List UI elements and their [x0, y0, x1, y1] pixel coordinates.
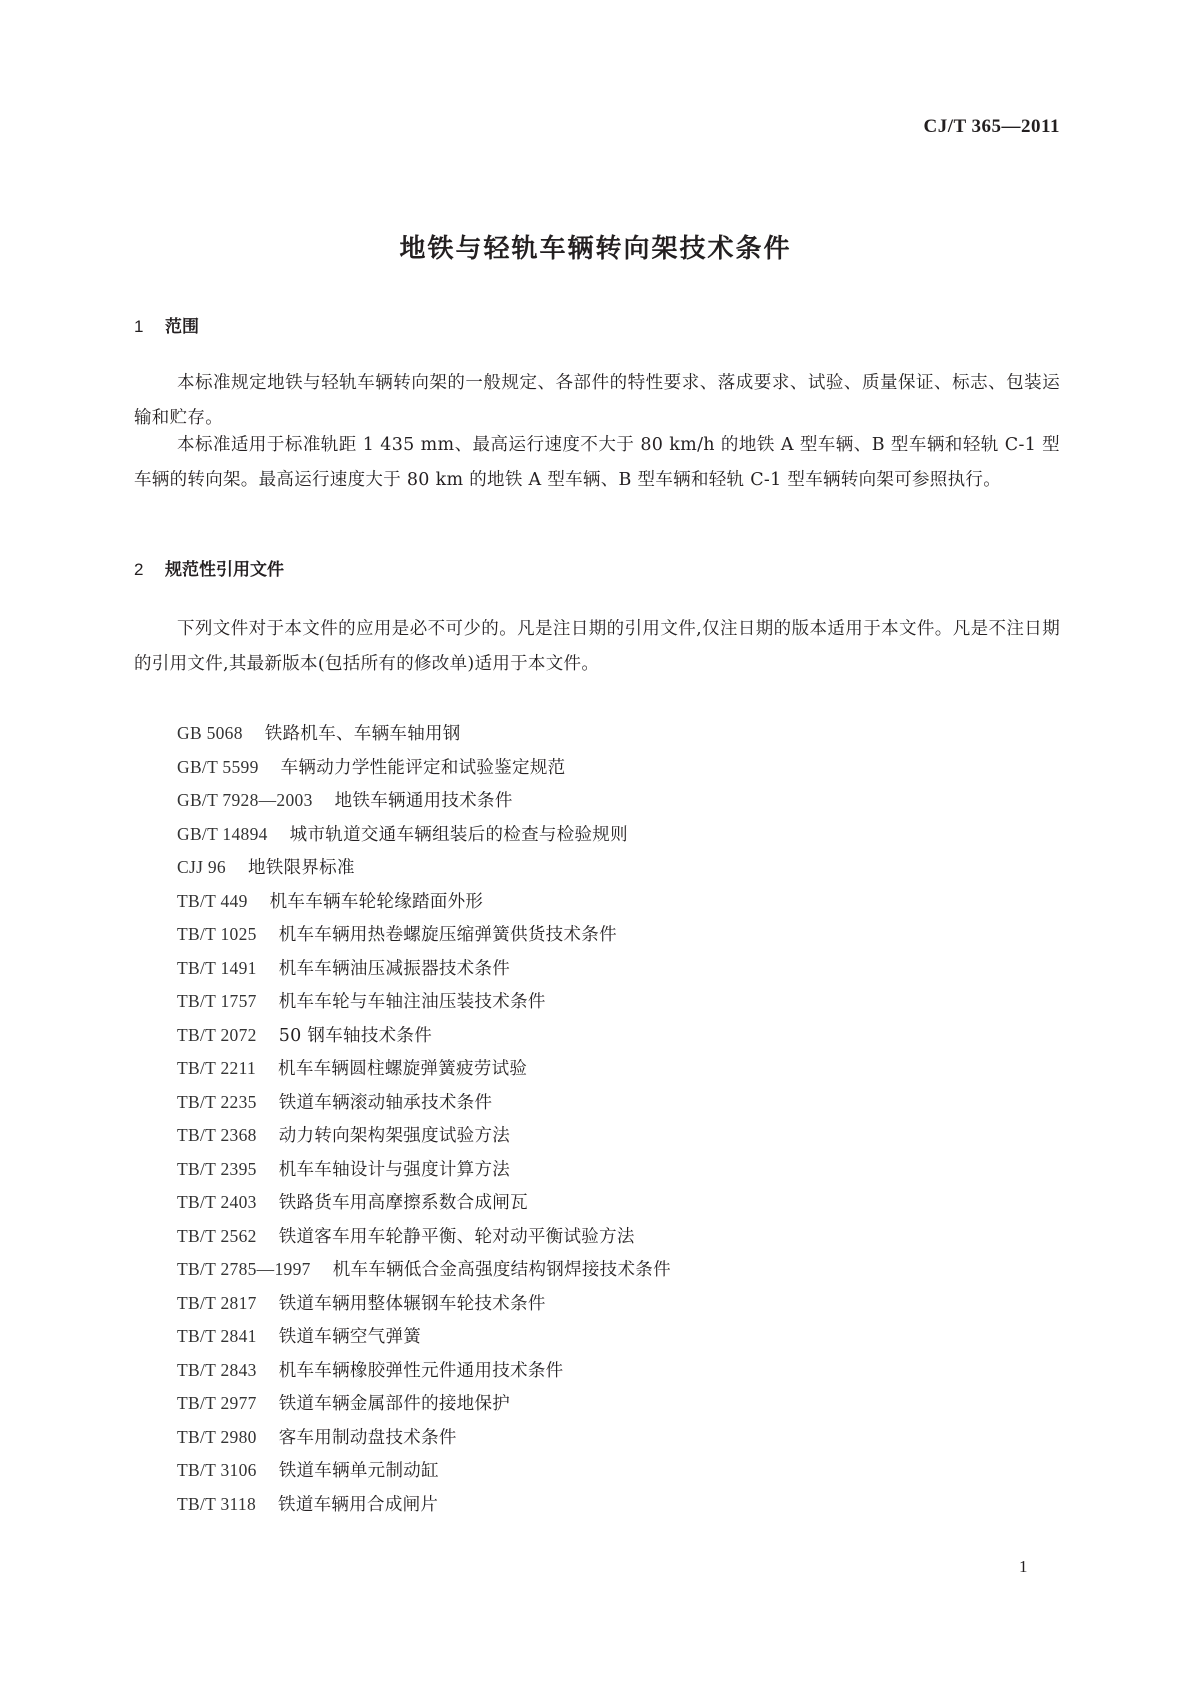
- reference-title: 机车车辆低合金高强度结构钢焊接技术条件: [332, 1260, 671, 1280]
- reference-title: 铁路货车用高摩擦系数合成闸瓦: [278, 1193, 528, 1213]
- reference-code: GB 5068: [177, 723, 243, 743]
- reference-title: 机车车轴设计与强度计算方法: [278, 1159, 511, 1180]
- reference-item: [177, 885, 671, 919]
- reference-code: GB/T 7928—2003: [177, 790, 313, 810]
- reference-title: 车辆动力学性能评定和试验鉴定规范: [280, 757, 566, 778]
- reference-title: 铁路机车、车辆车轴用钢: [264, 724, 461, 744]
- document-title: 地铁与轻轨车辆转向架技术条件: [399, 234, 792, 264]
- reference-code: TB/T 2841: [177, 1326, 257, 1346]
- page-number: 1: [1019, 1557, 1028, 1576]
- reference-code: TB/T 2072: [177, 1024, 257, 1045]
- reference-code: TB/T 2817: [177, 1292, 257, 1313]
- section-heading-scope: [134, 312, 199, 337]
- reference-item: [177, 1019, 671, 1053]
- reference-title: 城市轨道交通车辆组装后的检查与检验规则: [289, 824, 628, 845]
- reference-code: TB/T 2843: [177, 1359, 257, 1380]
- reference-item: [177, 751, 671, 785]
- references-intro-paragraph: 下列文件对于本文件的应用是必不可少的。凡是注日期的引用文件,仅注日期的版本适用于本文件。凡是不注日期的引用文件,其最新版本(包括所有的修改单)适用于本文件。: [134, 619, 1060, 674]
- reference-item: [177, 818, 671, 852]
- reference-title: 机车车辆车轮轮缘踏面外形: [269, 891, 484, 912]
- section-title: 规范性引用文件: [165, 560, 284, 580]
- reference-item: [177, 1186, 671, 1220]
- reference-item: [177, 1086, 671, 1120]
- reference-item: [177, 952, 671, 986]
- reference-item: [177, 1354, 671, 1388]
- document-code: CJ/T 365—2011: [923, 116, 1060, 137]
- reference-code: TB/T 2562: [177, 1225, 257, 1246]
- reference-code: TB/T 2980: [177, 1426, 257, 1447]
- reference-code: TB/T 2977: [177, 1393, 257, 1413]
- reference-item: [177, 1421, 671, 1455]
- reference-item: [177, 985, 671, 1019]
- reference-title: 铁道车辆用整体辗钢车轮技术条件: [278, 1293, 546, 1314]
- reference-title: 铁道客车用车轮静平衡、轮对动平衡试验方法: [278, 1226, 635, 1247]
- reference-code: TB/T 2403: [177, 1192, 257, 1212]
- section-number: 1: [134, 317, 144, 336]
- reference-item: [177, 918, 671, 952]
- reference-item: [177, 1387, 671, 1421]
- reference-code: TB/T 2368: [177, 1125, 257, 1145]
- reference-item: [177, 1119, 671, 1153]
- reference-code: TB/T 1025: [177, 924, 257, 944]
- reference-title: 铁道车辆金属部件的接地保护: [278, 1394, 511, 1414]
- reference-title: 地铁车辆通用技术条件: [334, 791, 513, 811]
- reference-item: [177, 1454, 671, 1488]
- reference-title: 机车车轮与车轴注油压装技术条件: [278, 992, 546, 1012]
- section-title: 范围: [165, 317, 199, 337]
- reference-item: [177, 851, 671, 885]
- reference-title: 机车车辆圆柱螺旋弹簧疲劳试验: [278, 1059, 528, 1079]
- reference-title: 机车车辆用热卷螺旋压缩弹簧供货技术条件: [278, 925, 617, 945]
- reference-code: TB/T 449: [177, 890, 248, 911]
- reference-item: [177, 1253, 671, 1287]
- reference-item: [177, 1287, 671, 1321]
- reference-item: [177, 1153, 671, 1187]
- reference-item: [177, 1220, 671, 1254]
- reference-code: TB/T 1757: [177, 991, 257, 1011]
- reference-list: [177, 717, 671, 1521]
- section-heading-normative-references: [134, 555, 284, 580]
- reference-code: TB/T 2235: [177, 1091, 257, 1112]
- scope-paragraph-1: 本标准规定地铁与轻轨车辆转向架的一般规定、各部件的特性要求、落成要求、试验、质量保证、标志、包装运输和贮存。: [134, 373, 1060, 428]
- reference-code: TB/T 2211: [177, 1058, 257, 1078]
- reference-title: 客车用制动盘技术条件: [278, 1427, 457, 1448]
- reference-item: [177, 1320, 671, 1354]
- reference-code: GB/T 14894: [177, 823, 268, 844]
- reference-code: TB/T 1491: [177, 957, 257, 978]
- reference-code: TB/T 3118: [177, 1493, 257, 1514]
- reference-title: 铁道车辆空气弹簧: [278, 1327, 422, 1347]
- reference-title: 地铁限界标准: [247, 858, 355, 878]
- section-number: 2: [134, 560, 144, 579]
- reference-item: [177, 1052, 671, 1086]
- reference-title: 铁道车辆单元制动缸: [278, 1461, 439, 1481]
- reference-title: 50 钢车轴技术条件: [278, 1025, 433, 1046]
- reference-item: [177, 784, 671, 818]
- reference-title: 铁道车辆用合成闸片: [278, 1494, 439, 1515]
- scope-paragraph-2: 本标准适用于标准轨距 1 435 mm、最高运行速度不大于 80 km/h 的地铁 A 型车辆、B 型车辆和轻轨 C-1 型车辆的转向架。最高运行速度大于 80 km 的地铁 A 型车辆、B 型车辆和轻轨 C-1 型车辆转向架可参照执行。: [134, 435, 1060, 490]
- reference-code: TB/T 3106: [177, 1460, 257, 1480]
- reference-title: 机车车辆橡胶弹性元件通用技术条件: [278, 1360, 564, 1381]
- reference-code: GB/T 5599: [177, 756, 259, 777]
- reference-item: [177, 717, 671, 751]
- reference-title: 机车车辆油压减振器技术条件: [278, 958, 511, 979]
- reference-code: TB/T 2395: [177, 1158, 257, 1179]
- reference-item: [177, 1488, 671, 1522]
- reference-title: 动力转向架构架强度试验方法: [278, 1126, 511, 1146]
- reference-code: CJJ 96: [177, 857, 226, 877]
- reference-title: 铁道车辆滚动轴承技术条件: [278, 1092, 493, 1113]
- reference-code: TB/T 2785—1997: [177, 1259, 311, 1279]
